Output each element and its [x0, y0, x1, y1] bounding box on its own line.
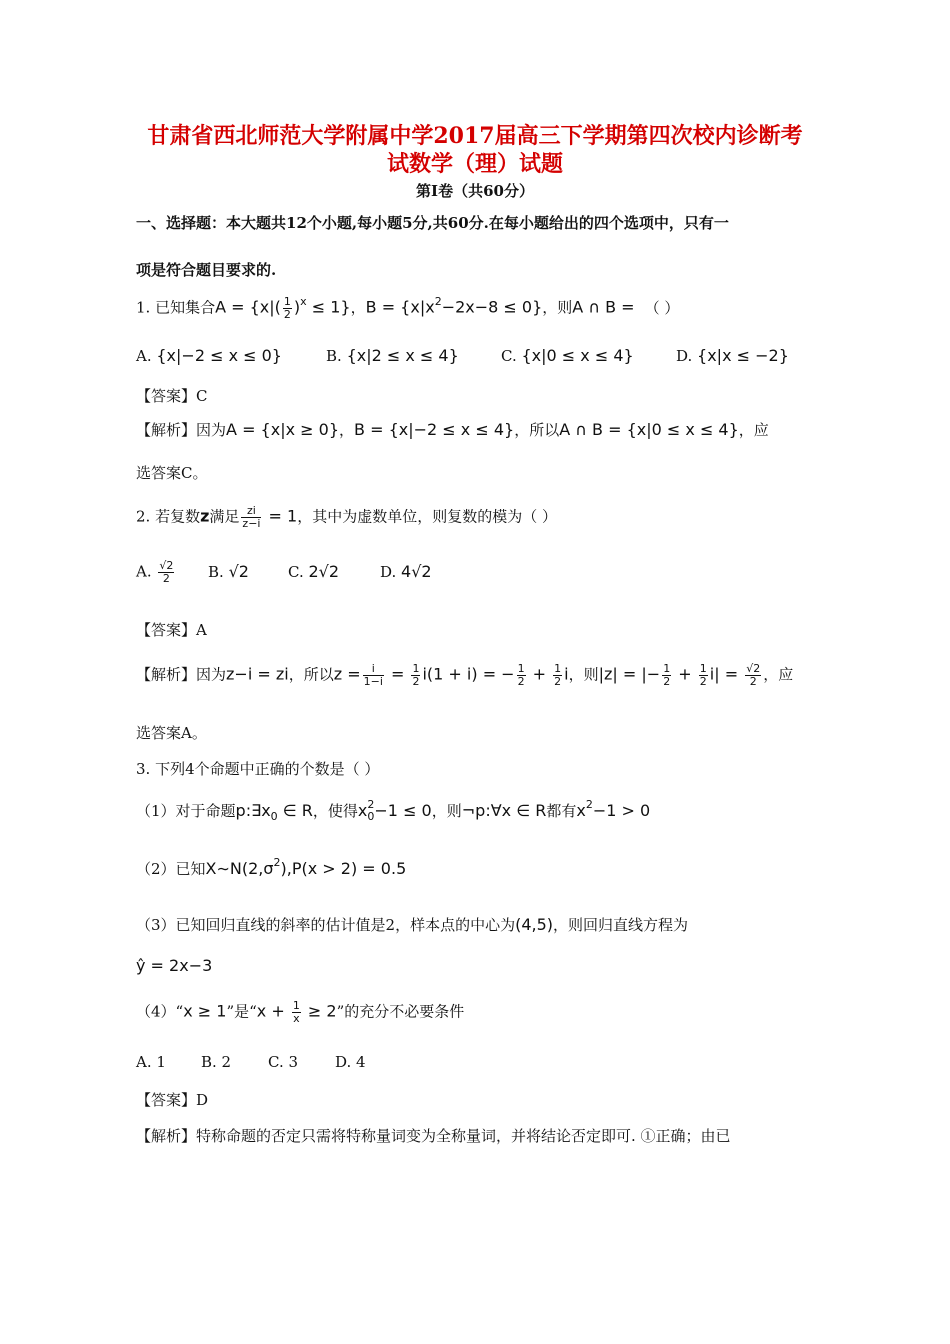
- q1-analysis-line-2: 选答案C。: [136, 464, 208, 482]
- q1-setA-left: A = {x|(: [215, 297, 281, 317]
- q1-option-a-label: A.: [136, 347, 157, 365]
- q2-analysis-text-4: ，应: [763, 665, 794, 684]
- q3-p2-math-1: X∼N(2,σ: [205, 859, 274, 878]
- q3-option-c: C. 3: [268, 1053, 299, 1071]
- q3-proposition-3: [136, 914, 688, 935]
- q2-stem: [136, 505, 557, 530]
- q2-analysis-text-1: 因为: [196, 665, 227, 684]
- q2-analysis-tag: 【解析】: [136, 665, 197, 684]
- q2-option-b-label: B.: [208, 562, 229, 581]
- q2-option-c: [288, 562, 380, 581]
- q1-setA-close: ): [293, 297, 301, 317]
- q1-half-fraction: [283, 296, 292, 321]
- q2-frac-1-den: 1−i: [363, 675, 383, 688]
- q3-p4-fraction: [292, 1000, 301, 1025]
- q1-option-b-label: B.: [326, 347, 347, 365]
- q2-eq: = 1: [263, 506, 298, 526]
- q1-intersect: A ∩ B =: [572, 297, 635, 317]
- q2-frac-1-num: i: [363, 663, 384, 676]
- q2-frac-7-den: 2: [749, 675, 757, 688]
- q2-analysis-math-2a: z =: [333, 664, 361, 684]
- q3-p4-math-2b: ≥ 2: [302, 1001, 337, 1021]
- q3-p1-math-1: p:∃x: [235, 801, 271, 820]
- q3-p4-frac-den: x: [293, 1012, 300, 1025]
- q2-analysis-frac-1: [363, 663, 384, 688]
- q2-option-c-label: C.: [288, 562, 309, 581]
- q1-option-a-math: {x|−2 ≤ x ≤ 0}: [156, 346, 282, 365]
- q2-option-c-math: 2√2: [308, 561, 340, 581]
- q1-setA-right: ≤ 1}: [306, 297, 351, 317]
- q2-frac-5-num: 1: [663, 662, 671, 675]
- q2-analysis-math-2d: +: [527, 664, 552, 684]
- q3-p2-math-1b: ),P(x > 2) = 0.5: [280, 859, 407, 878]
- q3-p4-math-1: x ≥ 1: [183, 1001, 227, 1021]
- document-title-line-2: 试数学（理）试题: [386, 151, 563, 177]
- q3-analysis-text: 特称命题的否定只需将特称量词变为全称量词，并将结论否定即可. ①正确；由已: [196, 1127, 731, 1145]
- q3-options: [136, 1053, 366, 1071]
- section-title: 第Ⅰ卷（共60分）: [416, 182, 534, 200]
- q3-proposition-2: [136, 858, 406, 879]
- q2-analysis-math-3b: +: [673, 664, 697, 684]
- q1-analysis-text-1: 因为: [196, 421, 227, 439]
- q2-frac-4-num: 1: [554, 662, 562, 675]
- q1-option-c: [501, 346, 676, 365]
- q2-analysis-frac-7: [745, 663, 761, 688]
- q2-analysis-math-3a: |z| = |−: [598, 664, 661, 684]
- q2-text-1: 满足: [209, 507, 240, 526]
- q3-proposition-1: [136, 800, 650, 821]
- q2-analysis-text-2: ，所以: [288, 665, 334, 684]
- q3-p1-math-2: x: [357, 801, 368, 820]
- q1-analysis-sep: ，: [339, 421, 355, 439]
- q1-paren: （ ）: [644, 298, 680, 317]
- q3-answer-tag: 【答案】: [136, 1091, 197, 1109]
- q3-analysis-tag: 【解析】: [136, 1127, 197, 1145]
- q3-p4-text-1: （4）“: [136, 1002, 184, 1021]
- q1-analysis: [136, 419, 769, 440]
- q3-p3-text-1: （3）已知回归直线的斜率的估计值是2，样本点的中心为: [136, 916, 516, 934]
- q1-answer-value: C: [196, 387, 208, 405]
- q2-option-a-label: A.: [136, 562, 157, 581]
- q3-p1-text-1: （1）对于命题: [136, 802, 236, 820]
- q3-p1-text-3: ，则: [431, 802, 462, 820]
- q1-setB-left: B = {x|x: [365, 297, 435, 317]
- q3-p1-math-4b: −1 > 0: [592, 801, 651, 820]
- q1-exp-2: 2: [434, 294, 442, 308]
- q2-frac-6-den: 2: [699, 675, 707, 688]
- q2-text-2: ，其中为虚数单位，则复数的模为（ ）: [297, 507, 558, 526]
- q2-answer: [136, 619, 207, 640]
- q2-analysis-text-3: ，则: [568, 665, 599, 684]
- q1-option-b-math: {x|2 ≤ x ≤ 4}: [346, 346, 459, 365]
- q3-stem: 3. 下列4个命题中正确的个数是（ ）: [136, 760, 380, 778]
- q3-p1-sub-0: 0: [270, 810, 278, 823]
- q2-option-a-fraction: [158, 560, 174, 585]
- q3-option-b: B. 2: [201, 1053, 232, 1071]
- q2-analysis-frac-5: [662, 663, 671, 688]
- q2-analysis-math-3c: i| =: [709, 664, 744, 684]
- q1-option-c-math: {x|0 ≤ x ≤ 4}: [521, 346, 634, 365]
- q1-analysis-text-3: ，应: [738, 421, 769, 439]
- q1-setB-right: −2x−8 ≤ 0}: [441, 297, 543, 317]
- q2-option-d-math: 4√2: [401, 561, 432, 581]
- q2-frac-num: zi: [241, 505, 261, 518]
- q2-frac-2-den: 2: [412, 675, 420, 688]
- q1-analysis-text-2: ，所以: [514, 421, 560, 439]
- q2-prefix: 2. 若复数: [136, 507, 201, 526]
- q2-analysis-math-1: z−i = zi: [226, 664, 289, 684]
- q1-option-d-label: D.: [676, 347, 698, 365]
- q2-option-a-den: 2: [162, 572, 170, 585]
- q2-frac-2-num: 1: [412, 662, 420, 675]
- q2-analysis-math-2c: i(1 + i) = −: [422, 664, 515, 684]
- q1-option-c-label: C.: [501, 347, 522, 365]
- intro-line-2: 项是符合题目要求的.: [136, 261, 277, 279]
- q1-then: ，则: [542, 298, 573, 317]
- q2-analysis-frac-3: [517, 663, 526, 688]
- q3-analysis: [136, 1125, 731, 1146]
- q2-fraction: [241, 505, 261, 530]
- document-title-line-1: 甘肃省西北师范大学附属中学2017届高三下学期第四次校内诊断考: [147, 123, 803, 149]
- q2-z: z: [200, 506, 210, 526]
- q1-option-d-math: {x|x ≤ −2}: [697, 346, 789, 365]
- q3-p4-text-3: ”的充分不必要条件: [336, 1002, 465, 1021]
- q1-option-b: [326, 346, 501, 365]
- q3-p2-sup: 2: [273, 856, 281, 869]
- q1-options: [136, 346, 789, 365]
- q3-answer-value: D: [196, 1091, 209, 1109]
- q2-analysis-frac-4: [553, 663, 562, 688]
- q1-analysis-math-3: A ∩ B = {x|0 ≤ x ≤ 4}: [559, 420, 739, 439]
- q2-frac-5-den: 2: [663, 675, 671, 688]
- q2-frac-4-den: 2: [554, 675, 562, 688]
- q2-analysis-math-2b: =: [385, 664, 410, 684]
- q3-p3-text-2: ，则回归直线方程为: [553, 916, 689, 934]
- q3-p1-sup-2: 2: [367, 798, 375, 811]
- q1-option-a: [136, 346, 326, 365]
- q3-p4-frac-num: 1: [292, 999, 300, 1012]
- q3-p2-text-1: （2）已知: [136, 860, 206, 878]
- q3-proposition-3-equation: ŷ = 2x−3: [136, 956, 213, 975]
- q3-p1-text-4: 都有: [546, 802, 577, 820]
- q3-p1-math-3: ¬p:∀x ∈ R: [461, 801, 547, 820]
- q2-frac-7-num: √2: [746, 662, 761, 675]
- q1-option-d: [676, 346, 789, 365]
- q1-comma: ，: [350, 298, 366, 317]
- q2-options: [136, 560, 432, 585]
- q2-option-a: [136, 560, 208, 585]
- q3-answer: [136, 1089, 208, 1110]
- q1-stem: [136, 296, 679, 321]
- q2-answer-tag: 【答案】: [136, 621, 197, 639]
- q3-p4-math-2: x +: [256, 1001, 290, 1021]
- q2-analysis-math-2e: i: [564, 664, 569, 684]
- q3-p4-text-2: ”是“: [226, 1002, 257, 1021]
- q1-half-num: 1: [283, 295, 291, 308]
- q3-proposition-4: [136, 1000, 464, 1025]
- q2-analysis-frac-2: [411, 663, 420, 688]
- q1-exp-x: x: [300, 294, 307, 308]
- q3-p1-math-2b: −1 ≤ 0: [374, 801, 432, 820]
- q2-option-d: [380, 562, 432, 581]
- q3-p1-math-4: x: [576, 801, 586, 820]
- q2-option-a-num: √2: [159, 559, 174, 572]
- q2-analysis: [136, 663, 793, 688]
- q2-option-d-label: D.: [380, 562, 402, 581]
- q2-analysis-line-2: 选答案A。: [136, 724, 207, 742]
- q1-answer: [136, 385, 208, 406]
- q1-analysis-math-1: A = {x|x ≥ 0}: [226, 420, 339, 439]
- q2-frac-6-num: 1: [699, 662, 707, 675]
- q2-frac-3-num: 1: [517, 662, 525, 675]
- q3-p1-math-1b: ∈ R: [277, 801, 313, 820]
- q2-frac-3-den: 2: [517, 675, 525, 688]
- q3-option-a: A. 1: [136, 1053, 166, 1071]
- q1-half-den: 2: [283, 308, 291, 321]
- q2-option-b-math: √2: [228, 561, 249, 581]
- q2-answer-value: A: [196, 621, 207, 639]
- q2-frac-den: z−i: [242, 517, 261, 530]
- q3-p1-sup-4: 2: [585, 798, 593, 811]
- q1-analysis-tag: 【解析】: [136, 421, 197, 439]
- q1-answer-tag: 【答案】: [136, 387, 197, 405]
- q1-analysis-math-2: B = {x|−2 ≤ x ≤ 4}: [354, 420, 515, 439]
- q3-p3-math-1: (4,5): [515, 915, 554, 934]
- q3-option-d: D. 4: [335, 1053, 366, 1071]
- q2-option-b: [208, 562, 288, 581]
- q2-analysis-frac-6: [699, 663, 708, 688]
- q1-prefix: 1. 已知集合: [136, 298, 216, 317]
- q3-p1-sub-2: 0: [367, 810, 375, 823]
- intro-line-1: 一、选择题：本大题共12个小题,每小题5分,共60分.在每小题给出的四个选项中，只有一: [136, 214, 729, 232]
- q3-p1-text-2: ，使得: [312, 802, 358, 820]
